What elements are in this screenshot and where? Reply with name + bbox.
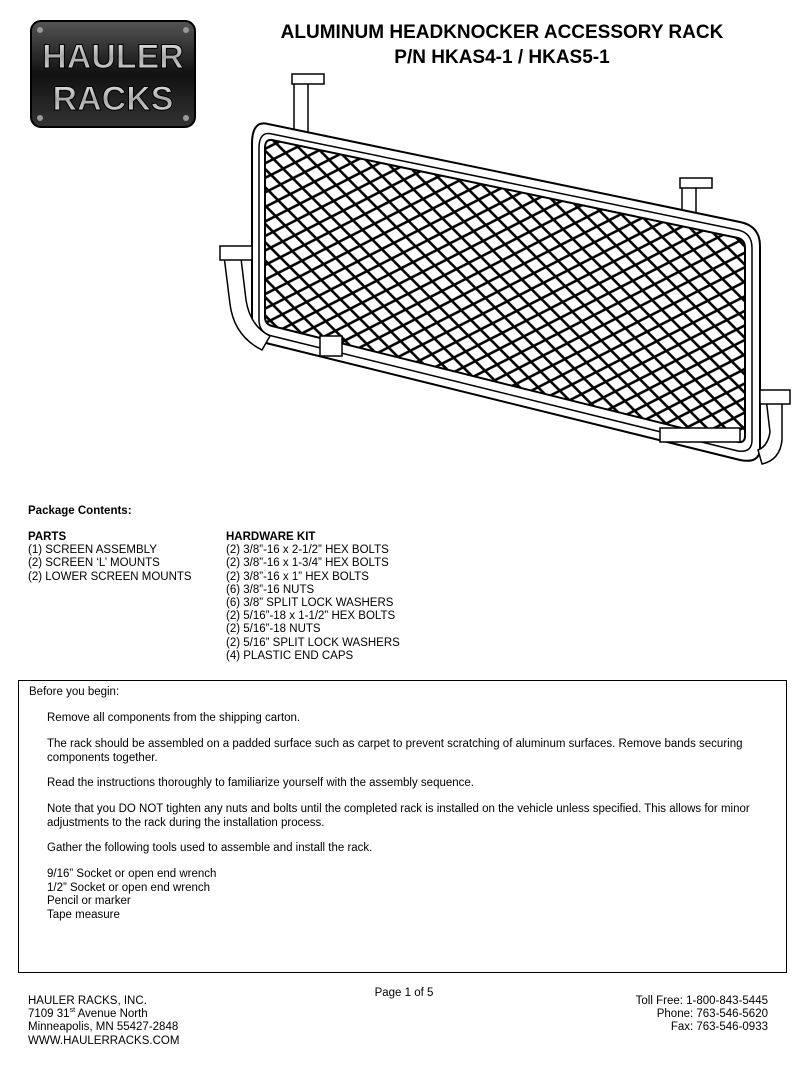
tool-item: 9/16” Socket or open end wrench <box>47 868 217 880</box>
instruction-paragraph: The rack should be assembled on a padded surface such as carpet to prevent scratching of aluminum surfaces. Remove bands securing components together. <box>47 738 743 764</box>
hardware-item: (2) 5/16”-18 x 1-1/2” HEX BOLTS <box>226 610 396 623</box>
phone-number: Phone: 763-546-5620 <box>656 1008 768 1021</box>
parts-item: (2) SCREEN ‘L’ MOUNTS <box>28 557 160 570</box>
hardware-kit-list <box>226 531 400 663</box>
hardware-item: (2) 3/8”-16 x 2-1/2” HEX BOLTS <box>226 544 389 557</box>
tool-item: Pencil or marker <box>47 895 131 907</box>
hardware-header: HARDWARE KIT <box>226 531 316 543</box>
hardware-item: (2) 5/16” SPLIT LOCK WASHERS <box>226 636 400 649</box>
page-number: Page 1 of 5 <box>374 987 434 999</box>
parts-item: (1) SCREEN ASSEMBLY <box>28 544 157 557</box>
hardware-item: (2) 5/16”-18 NUTS <box>226 623 321 636</box>
instruction-paragraph: Note that you DO NOT tighten any nuts and bolts until the completed rack is installed on the vehicle unless specified. This allows for minor adjustments to the rack during the installation process. <box>47 803 750 829</box>
instruction-paragraph: Read the instructions thoroughly to familiarize yourself with the assembly sequence. <box>47 777 474 789</box>
tool-item: Tape measure <box>47 908 120 921</box>
instruction-paragraph: Gather the following tools used to assemble and install the rack. <box>47 842 373 854</box>
before-you-begin-label: Before you begin: <box>29 686 120 698</box>
city-state-zip: Minneapolis, MN 55427-2848 <box>28 1021 179 1034</box>
footer-contact <box>636 995 768 1035</box>
footer-address <box>28 995 179 1048</box>
tools-list <box>47 868 216 922</box>
document-title <box>230 20 774 70</box>
company-name: HAULER RACKS, INC. <box>28 995 147 1007</box>
parts-item: (2) LOWER SCREEN MOUNTS <box>28 570 192 583</box>
svg-text:RACKS: RACKS <box>52 80 174 118</box>
tool-item: 1/2” Socket or open end wrench <box>47 881 211 894</box>
package-contents-heading: Package Contents: <box>28 505 132 517</box>
website: WWW.HAULERRACKS.COM <box>28 1034 180 1047</box>
hauler-racks-logo <box>30 20 196 128</box>
parts-header: PARTS <box>28 531 67 543</box>
instruction-paragraph: Remove all components from the shipping carton. <box>47 712 301 724</box>
hardware-item: (6) 3/8” SPLIT LOCK WASHERS <box>226 597 394 610</box>
hardware-item: (2) 3/8”-16 x 1-3/4” HEX BOLTS <box>226 557 389 570</box>
rack-illustration <box>210 68 798 468</box>
title-line-2: P/N HKAS4-1 / HKAS5-1 <box>394 47 610 68</box>
fax-number: Fax: 763-546-0933 <box>670 1021 768 1034</box>
parts-list <box>28 531 192 584</box>
title-line-1: ALUMINUM HEADKNOCKER ACCESSORY RACK <box>280 22 724 43</box>
hardware-item: (2) 3/8”-16 x 1” HEX BOLTS <box>226 570 369 583</box>
toll-free-number: Toll Free: 1-800-843-5445 <box>635 995 768 1007</box>
svg-text:HAULER: HAULER <box>42 38 184 76</box>
hardware-item: (6) 3/8”-16 NUTS <box>226 583 315 596</box>
hardware-item: (4) PLASTIC END CAPS <box>226 649 354 662</box>
before-you-begin-box <box>18 680 787 973</box>
street-address: 7109 31st Avenue North <box>28 1007 148 1021</box>
